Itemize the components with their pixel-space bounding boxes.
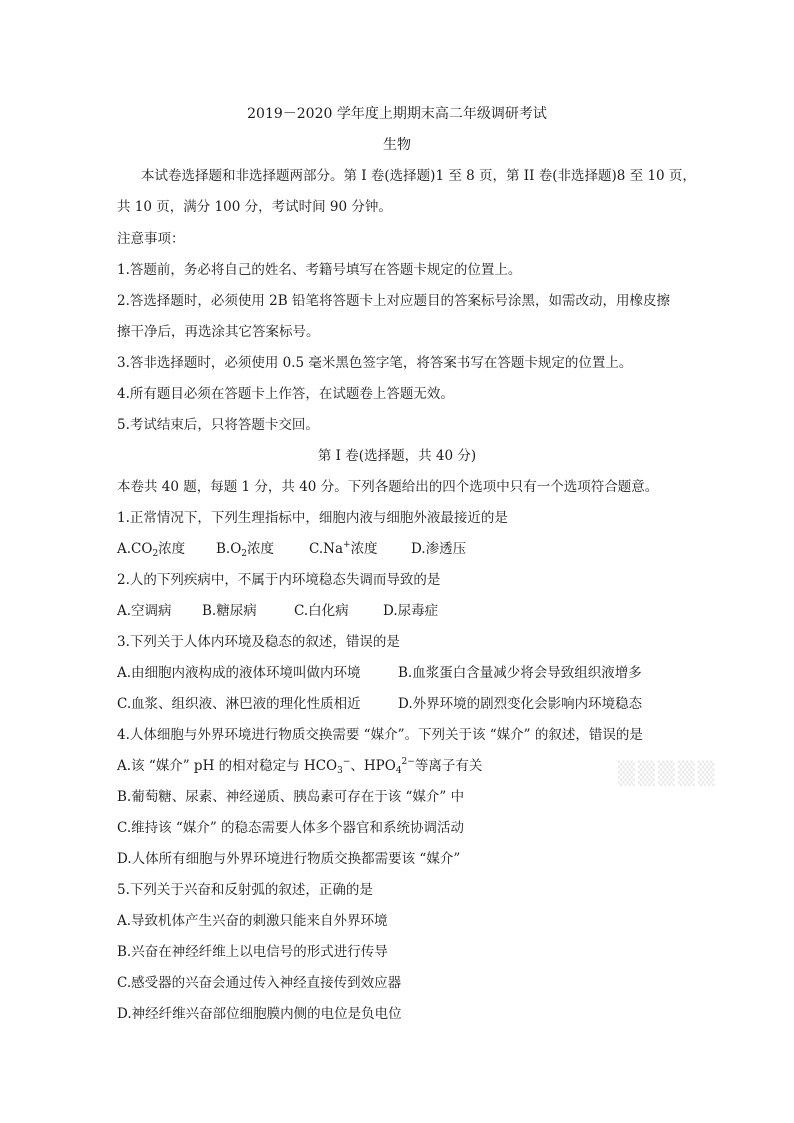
superscript: + bbox=[343, 540, 351, 550]
question-4-option-b: B.葡萄糖、尿素、神经递质、胰岛素可存在于该 “媒介” 中 bbox=[117, 789, 465, 805]
question-5-stem: 5.下列关于兴奋和反射弧的叙述，正确的是 bbox=[117, 882, 373, 898]
question-4-stem: 4.人体细胞与外界环境进行物质交换需要 “媒介”。下列关于该 “媒介” 的叙述，错误的是 bbox=[117, 727, 643, 743]
question-3-stem: 3.下列关于人体内环境及稳态的叙述，错误的是 bbox=[117, 634, 400, 650]
notice-item-3: 3.答非选择题时，必须使用 0.5 毫米黑色签字笔，将答案书写在答题卡规定的位置上。 bbox=[117, 355, 633, 371]
exam-title: 2019－2020 学年度上期期末高二年级调研考试 bbox=[247, 106, 547, 122]
intro-line-2: 共 10 页，满分 100 分，考试时间 90 分钟。 bbox=[117, 199, 392, 215]
notice-item-1: 1.答题前，务必将自己的姓名、考籍号填写在答题卡规定的位置上。 bbox=[117, 262, 522, 278]
question-4-option-d: D.人体所有细胞与外界环境进行物质交换都需要该 “媒介” bbox=[117, 851, 461, 867]
question-5-option-c: C.感受器的兴奋会通过传入神经直接传到效应器 bbox=[117, 975, 402, 991]
subscript: 2 bbox=[241, 549, 248, 559]
notice-item-4: 4.所有题目必须在答题卡上作答，在试题卷上答题无效。 bbox=[117, 386, 454, 402]
notice-item-2-line-1: 2.答选择题时，必须使用 2B 铅笔将答题卡上对应题目的答案标号涂黑，如需改动，用橡皮擦 bbox=[117, 293, 670, 309]
question-5-option-d: D.神经纤维兴奋部位细胞膜内侧的电位是负电位 bbox=[117, 1006, 402, 1022]
question-5-option-b: B.兴奋在神经纤维上以电信号的形式进行传导 bbox=[117, 944, 388, 960]
question-1-option-d: D.渗透压 bbox=[411, 541, 467, 557]
question-5-option-a: A.导致机体产生兴奋的刺激只能来自外界环境 bbox=[117, 913, 388, 929]
question-2-option-c: C.白化病 bbox=[294, 603, 349, 619]
question-2-option-d: D.尿毒症 bbox=[383, 603, 439, 619]
option-text: 浓度 bbox=[247, 541, 275, 557]
watermark: ▒▒▒▒▒ bbox=[618, 762, 718, 787]
option-text: A.该 “媒介” pH 的相对稳定与 HCO bbox=[117, 758, 338, 774]
subscript: 3 bbox=[337, 766, 343, 776]
question-2-stem: 2.人的下列疾病中，不属于内环境稳态失调而导致的是 bbox=[117, 572, 441, 588]
option-text: A.CO bbox=[117, 541, 153, 557]
option-text: 等离子有关 bbox=[414, 758, 483, 774]
option-text: 浓度 bbox=[350, 541, 378, 557]
question-1-stem: 1.正常情况下，下列生理指标中，细胞内液与细胞外液最接近的是 bbox=[117, 510, 508, 526]
question-3-option-c: C.血浆、组织液、淋巴液的理化性质相近 bbox=[117, 696, 361, 712]
subscript: 4 bbox=[395, 766, 402, 776]
subject-title: 生物 bbox=[383, 137, 411, 153]
question-2-option-b: B.糖尿病 bbox=[202, 603, 257, 619]
option-text: B.O bbox=[216, 541, 242, 557]
question-4-option-c: C.维持该 “媒介” 的稳态需要人体多个器官和系统协调活动 bbox=[117, 820, 465, 836]
question-1-option-a bbox=[117, 539, 185, 559]
section-title: 第 I 卷(选择题，共 40 分) bbox=[317, 448, 477, 464]
question-1-option-b bbox=[216, 539, 274, 559]
option-text: 、HPO bbox=[350, 758, 396, 774]
question-3-option-b: B.血浆蛋白含量减少将会导致组织液增多 bbox=[398, 665, 642, 681]
question-4-option-a bbox=[117, 756, 482, 776]
question-3-option-a: A.由细胞内液构成的液体环境叫做内环境 bbox=[117, 665, 361, 681]
superscript: 2− bbox=[401, 757, 415, 767]
superscript: − bbox=[342, 757, 351, 767]
notice-item-5: 5.考试结束后，只将答题卡交回。 bbox=[117, 417, 319, 433]
intro-line-1: 本试卷选择题和非选择题两部分。第 I 卷(选择题)1 至 8 页，第 II 卷(非选择题)8 至 10 页， bbox=[141, 168, 696, 184]
subscript: 2 bbox=[152, 549, 159, 559]
question-2-option-a: A.空调病 bbox=[117, 603, 172, 619]
question-1-option-c bbox=[309, 539, 378, 559]
option-text: C.Na bbox=[309, 541, 344, 557]
question-3-option-d: D.外界环境的剧烈变化会影响内环境稳态 bbox=[398, 696, 643, 712]
section-description: 本卷共 40 题，每题 1 分，共 40 分。下列各题给出的四个选项中只有一个选项符合题意。 bbox=[117, 479, 659, 495]
notice-heading: 注意事项： bbox=[117, 231, 185, 247]
option-text: 浓度 bbox=[158, 541, 186, 557]
notice-item-2-line-2: 擦干净后，再选涂其它答案标号。 bbox=[117, 324, 320, 340]
